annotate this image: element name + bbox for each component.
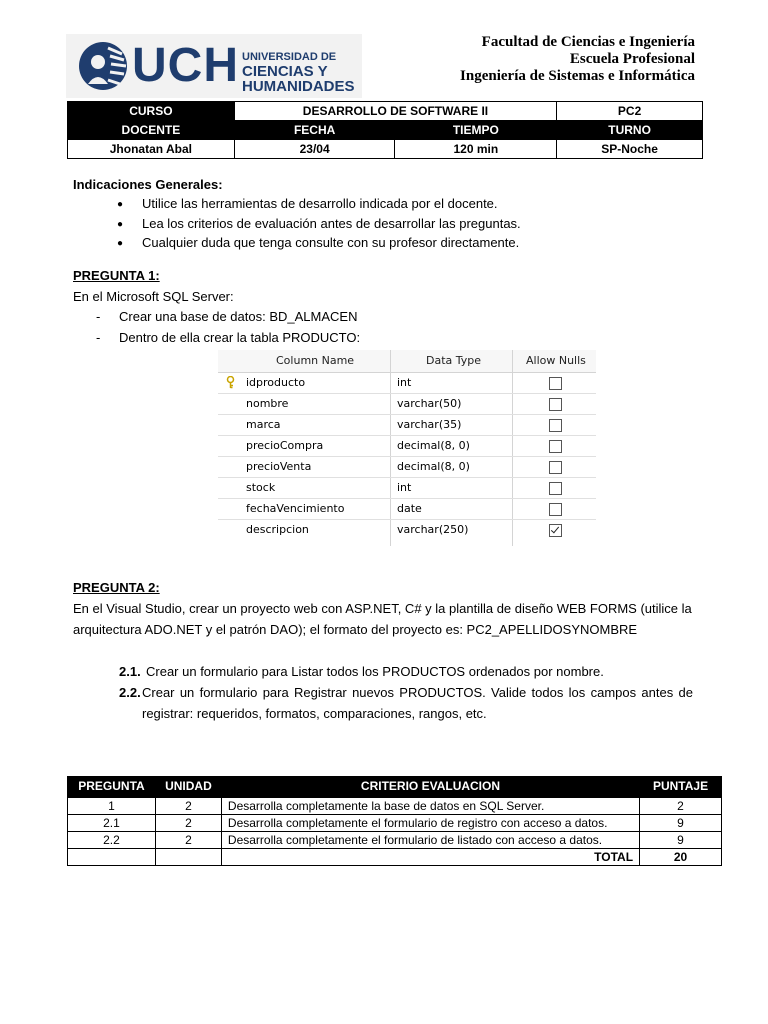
criteria-unit: 2 — [155, 832, 221, 849]
sql-table-designer — [218, 350, 596, 546]
q2-sub1-text: Crear un formulario para Listar todos los PRODUCTOS ordenados por nombre. — [146, 664, 604, 679]
criteria-text: Desarrolla completamente el formulario de listado con acceso a datos. — [221, 832, 639, 849]
school-heading: Escuela Profesional — [569, 51, 695, 67]
instructions-title: Indicaciones Generales: — [73, 177, 223, 192]
empty-cell — [68, 849, 156, 866]
column-type: int — [397, 376, 412, 389]
fecha-value: 23/04 — [234, 140, 395, 159]
criteria-question: 2.1 — [68, 815, 156, 832]
allow-nulls-checkbox[interactable] — [549, 482, 562, 495]
instruction-item: Lea los criterios de evaluación antes de desarrollar las preguntas. — [142, 216, 521, 231]
column-name: precioVenta — [246, 460, 312, 473]
criteria-question: 2.2 — [68, 832, 156, 849]
uch-emblem-icon — [78, 40, 128, 92]
curso-label: CURSO — [68, 102, 235, 121]
exam-code: PC2 — [557, 102, 703, 121]
col-header-name: Column Name — [276, 354, 355, 367]
criteria-header: CRITERIO EVALUACION — [221, 777, 639, 798]
q2-sub2-number: 2.2. — [119, 685, 141, 700]
sql-header-row — [218, 350, 596, 373]
column-type: int — [397, 481, 412, 494]
criteria-text: Desarrolla completamente la base de datos en SQL Server. — [221, 798, 639, 815]
q2-text-line-1: En el Visual Studio, crear un proyecto web con ASP.NET, C# y la plantilla de diseño WEB FORMS (utilice la — [73, 601, 692, 616]
criteria-score: 2 — [640, 798, 722, 815]
dash-marker: - — [96, 309, 101, 324]
column-type: decimal(8, 0) — [397, 439, 470, 452]
column-type: varchar(35) — [397, 418, 462, 431]
allow-nulls-checkbox-checked[interactable] — [549, 524, 562, 537]
col-header-nulls: Allow Nulls — [526, 354, 586, 367]
allow-nulls-checkbox[interactable] — [549, 398, 562, 411]
faculty-heading: Facultad de Ciencias e Ingeniería — [481, 34, 695, 50]
instruction-item: Cualquier duda que tenga consulte con su profesor directamente. — [142, 235, 520, 250]
allow-nulls-checkbox[interactable] — [549, 419, 562, 432]
course-info-table — [67, 101, 703, 159]
criteria-header: PUNTAJE — [640, 777, 722, 798]
allow-nulls-checkbox[interactable] — [549, 377, 562, 390]
criteria-header: PREGUNTA — [68, 777, 156, 798]
criteria-row — [68, 815, 722, 832]
criteria-score: 9 — [640, 815, 722, 832]
criteria-header: UNIDAD — [155, 777, 221, 798]
logo-line-1: UNIVERSIDAD DE — [242, 51, 337, 63]
column-type: varchar(50) — [397, 397, 462, 410]
q1-title: PREGUNTA 1: — [73, 268, 160, 283]
bullet-icon: ● — [117, 219, 124, 230]
docente-value: Jhonatan Abal — [68, 140, 235, 159]
q2-sub1-number: 2.1. — [119, 664, 141, 679]
table-row — [218, 435, 596, 457]
column-type: decimal(8, 0) — [397, 460, 470, 473]
col-header-type: Data Type — [426, 354, 482, 367]
column-name: fechaVencimiento — [246, 502, 345, 515]
docente-label: DOCENTE — [68, 121, 235, 140]
turno-label: TURNO — [557, 121, 703, 140]
tiempo-value: 120 min — [395, 140, 557, 159]
bullet-icon: ● — [117, 199, 124, 210]
criteria-score: 9 — [640, 832, 722, 849]
dash-marker: - — [96, 330, 101, 345]
instruction-item: Utilice las herramientas de desarrollo indicada por el docente. — [142, 196, 498, 211]
fecha-label: FECHA — [234, 121, 395, 140]
table-row — [218, 372, 596, 394]
q2-text-line-2: arquitectura ADO.NET y el patrón DAO); el formato del proyecto es: PC2_APELLIDOSYNOMBRE — [73, 622, 638, 637]
column-name: nombre — [246, 397, 289, 410]
column-type: date — [397, 502, 422, 515]
q1-step: Dentro de ella crear la tabla PRODUCTO: — [119, 330, 361, 345]
total-score: 20 — [640, 849, 722, 866]
column-name: descripcion — [246, 523, 309, 536]
total-label: TOTAL — [221, 849, 639, 866]
column-type: varchar(250) — [397, 523, 469, 536]
allow-nulls-checkbox[interactable] — [549, 503, 562, 516]
program-heading: Ingeniería de Sistemas e Informática — [460, 68, 695, 84]
table-row — [218, 498, 596, 520]
allow-nulls-checkbox[interactable] — [549, 461, 562, 474]
empty-cell — [155, 849, 221, 866]
q2-sub2-text-line-2: registrar: requeridos, formatos, comparaciones, rangos, etc. — [142, 706, 487, 721]
column-name: idproducto — [246, 376, 306, 389]
table-row — [218, 456, 596, 478]
primary-key-icon — [226, 376, 235, 392]
logo-abbr: UCH — [132, 39, 239, 92]
logo-line-3: HUMANIDADES — [242, 78, 355, 95]
criteria-row — [68, 832, 722, 849]
q2-title: PREGUNTA 2: — [73, 580, 160, 595]
column-name: marca — [246, 418, 281, 431]
bullet-icon: ● — [117, 238, 124, 249]
university-logo — [66, 34, 362, 98]
criteria-text: Desarrolla completamente el formulario de registro con acceso a datos. — [221, 815, 639, 832]
tiempo-label: TIEMPO — [395, 121, 557, 140]
evaluation-criteria-table — [67, 776, 722, 866]
curso-value: DESARROLLO DE SOFTWARE II — [234, 102, 556, 121]
allow-nulls-checkbox[interactable] — [549, 440, 562, 453]
column-name: stock — [246, 481, 276, 494]
criteria-question: 1 — [68, 798, 156, 815]
criteria-unit: 2 — [155, 798, 221, 815]
table-row — [218, 519, 596, 540]
q1-step: Crear una base de datos: BD_ALMACEN — [119, 309, 358, 324]
table-row — [218, 477, 596, 499]
logo-line-2: CIENCIAS Y — [242, 63, 328, 80]
criteria-row — [68, 798, 722, 815]
column-name: precioCompra — [246, 439, 324, 452]
criteria-unit: 2 — [155, 815, 221, 832]
table-row — [218, 414, 596, 436]
q1-intro: En el Microsoft SQL Server: — [73, 289, 234, 304]
q2-sub2-text-line-1: Crear un formulario para Registrar nuevos PRODUCTOS. Valide todos los campos antes de — [142, 685, 693, 700]
criteria-total-row — [68, 849, 722, 866]
turno-value: SP-Noche — [557, 140, 703, 159]
table-row — [218, 393, 596, 415]
